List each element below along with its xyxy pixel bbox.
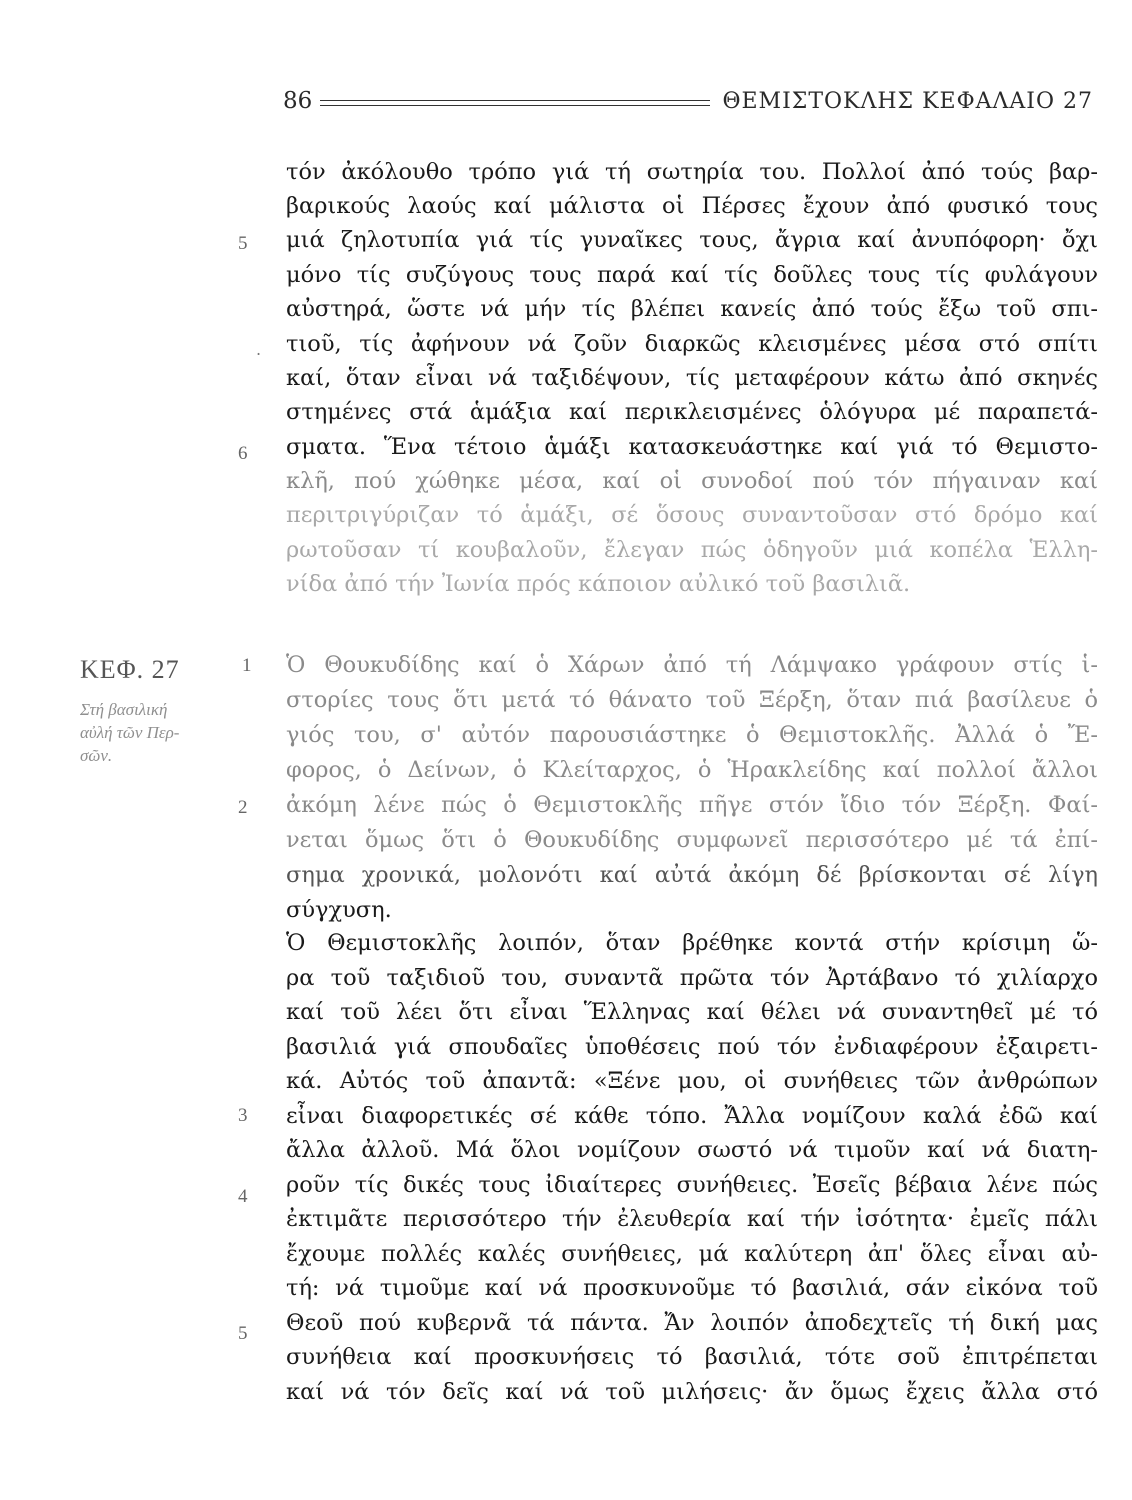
text-line: στημένες στά ἁμάξια καί περικλεισμένες ὁλόγυρα μέ παραπετά- — [286, 399, 1098, 425]
section-number: 3 — [238, 1105, 248, 1126]
text-line: Θεοῦ πού κυβερνᾶ τά πάντα. Ἄν λοιπόν ἀποδεχτεῖς τή δική μας — [286, 1310, 1098, 1336]
text-line: κλῆ, πού χώθηκε μέσα, καί οἱ συνοδοί πού τόν πήγαιναν καί — [286, 468, 1098, 494]
text-line: στορίες τους ὅτι μετά τό θάνατο τοῦ Ξέρξη, ὅταν πιά βασίλευε ὁ — [286, 687, 1098, 713]
text-line: Ὁ Θεμιστοκλῆς λοιπόν, ὅταν βρέθηκε κοντά στήν κρίσιμη ὥ- — [286, 930, 1098, 956]
text-line: γιός του, σ' αὐτόν παρουσιάστηκε ὁ Θεμιστοκλῆς. Ἀλλά ὁ Ἔ- — [286, 722, 1098, 748]
page-number: 86 — [283, 88, 313, 114]
text-line: ἀκόμη λένε πώς ὁ Θεμιστοκλῆς πῆγε στόν ἴδιο τόν Ξέρξη. Φαί- — [286, 792, 1098, 818]
text-line: φορος, ὁ Δείνων, ὁ Κλείταρχος, ὁ Ἡρακλείδης καί πολλοί ἄλλοι — [286, 757, 1098, 783]
header-rule — [320, 100, 710, 106]
text-line: περιτριγύριζαν τό ἁμάξι, σέ ὅσους συναντοῦσαν στό δρόμο καί — [286, 502, 1098, 528]
margin-dot: . — [256, 340, 262, 359]
text-line: καί νά τόν δεῖς καί νά τοῦ μιλήσεις· ἄν ὅμως ἔχεις ἄλλα στό — [286, 1379, 1098, 1405]
text-line: τή: νά τιμοῦμε καί νά προσκυνοῦμε τό βασιλιά, σάν εἰκόνα τοῦ — [286, 1275, 1098, 1301]
text-line: ρωτοῦσαν τί κουβαλοῦν, ἔλεγαν πώς ὁδηγοῦν μιά κοπέλα Ἑλλη- — [286, 537, 1098, 563]
text-line: τιοῦ, τίς ἀφήνουν νά ζοῦν διαρκῶς κλεισμένες μέσα στό σπίτι — [286, 331, 1098, 357]
text-line: σματα. Ἕνα τέτοιο ἁμάξι κατασκευάστηκε καί γιά τό Θεμιστο- — [286, 434, 1098, 460]
text-line: μόνο τίς συζύγους τους παρά καί τίς δοῦλες τους τίς φυλάγουν — [286, 262, 1098, 288]
text-line: βασιλιά γιά σπουδαῖες ὑποθέσεις πού τόν ἐνδιαφέρουν ἐξαιρετι- — [286, 1034, 1098, 1060]
margin-note-line: αὐλή τῶν Περ- — [80, 723, 180, 742]
text-line: σημα χρονικά, μολονότι καί αὐτά ἀκόμη δέ βρίσκονται σέ λίγη — [286, 862, 1098, 888]
text-line: μιά ζηλοτυπία γιά τίς γυναῖκες τους, ἄγρια καί ἀνυπόφορη· ὄχι — [286, 227, 1098, 253]
section-number: 1 — [242, 655, 252, 676]
text-line: νεται ὅμως ὅτι ὁ Θουκυδίδης συμφωνεῖ περισσότερο μέ τά ἐπί- — [286, 827, 1098, 853]
text-line: Ὁ Θουκυδίδης καί ὁ Χάρων ἀπό τή Λάμψακο γράφουν στίς ἱ- — [286, 652, 1098, 678]
running-header — [283, 84, 1093, 118]
running-title: ΘΕΜΙΣΤΟΚΛΗΣ ΚΕΦΑΛΑΙΟ 27 — [722, 88, 1093, 114]
section-number: 4 — [238, 1186, 248, 1207]
text-line: ροῦν τίς δικές τους ἰδιαίτερες συνήθειες. Ἐσεῖς βέβαια λένε πώς — [286, 1172, 1098, 1198]
text-line: καί, ὅταν εἶναι νά ταξιδέψουν, τίς μεταφέρουν κάτω ἀπό σκηνές — [286, 365, 1098, 391]
text-line: καί τοῦ λέει ὅτι εἶναι Ἕλληνας καί θέλει νά συναντηθεῖ μέ τό — [286, 999, 1098, 1025]
text-line: εἶναι διαφορετικές σέ κάθε τόπο. Ἄλλα νομίζουν καλά ἐδῶ καί — [286, 1103, 1098, 1129]
text-line: σύγχυση. — [286, 897, 392, 923]
section-number: 5 — [238, 1323, 248, 1344]
text-line: ἄλλα ἀλλοῦ. Μά ὅλοι νομίζουν σωστό νά τιμοῦν καί νά διατη- — [286, 1137, 1098, 1163]
section-number: 5 — [238, 233, 248, 254]
text-line: αὐστηρά, ὥστε νά μήν τίς βλέπει κανείς ἀπό τούς ἔξω τοῦ σπι- — [286, 296, 1098, 322]
margin-chapter-label: ΚΕΦ. 27 — [80, 655, 180, 684]
text-line: συνήθεια καί προσκυνήσεις τό βασιλιά, τότε σοῦ ἐπιτρέπεται — [286, 1344, 1098, 1370]
text-line: βαρικούς λαούς καί μάλιστα οἱ Πέρσες ἔχουν ἀπό φυσικό τους — [286, 193, 1098, 219]
text-line: νίδα ἀπό τήν Ἰωνία πρός κάποιον αὐλικό τοῦ βασιλιᾶ. — [286, 571, 911, 597]
section-number: 2 — [238, 797, 248, 818]
section-number: 6 — [238, 443, 248, 464]
text-line: ρα τοῦ ταξιδιοῦ του, συναντᾶ πρῶτα τόν Ἀρτάβανο τό χιλίαρχο — [286, 965, 1098, 991]
text-line: τόν ἀκόλουθο τρόπο γιά τή σωτηρία του. Πολλοί ἀπό τούς βαρ- — [286, 159, 1098, 185]
text-line: ἔχουμε πολλές καλές συνήθειες, μά καλύτερη ἀπ' ὅλες εἶναι αὐ- — [286, 1241, 1098, 1267]
text-line: ἐκτιμᾶτε περισσότερο τήν ἐλευθερία καί τήν ἰσότητα· ἐμεῖς πάλι — [286, 1206, 1098, 1232]
text-line: κά. Αὐτός τοῦ ἀπαντᾶ: «Ξένε μου, οἱ συνήθειες τῶν ἀνθρώπων — [286, 1068, 1098, 1094]
margin-note-line: σῶν. — [80, 746, 113, 765]
margin-note-line: Στή βασιλική — [80, 700, 168, 719]
